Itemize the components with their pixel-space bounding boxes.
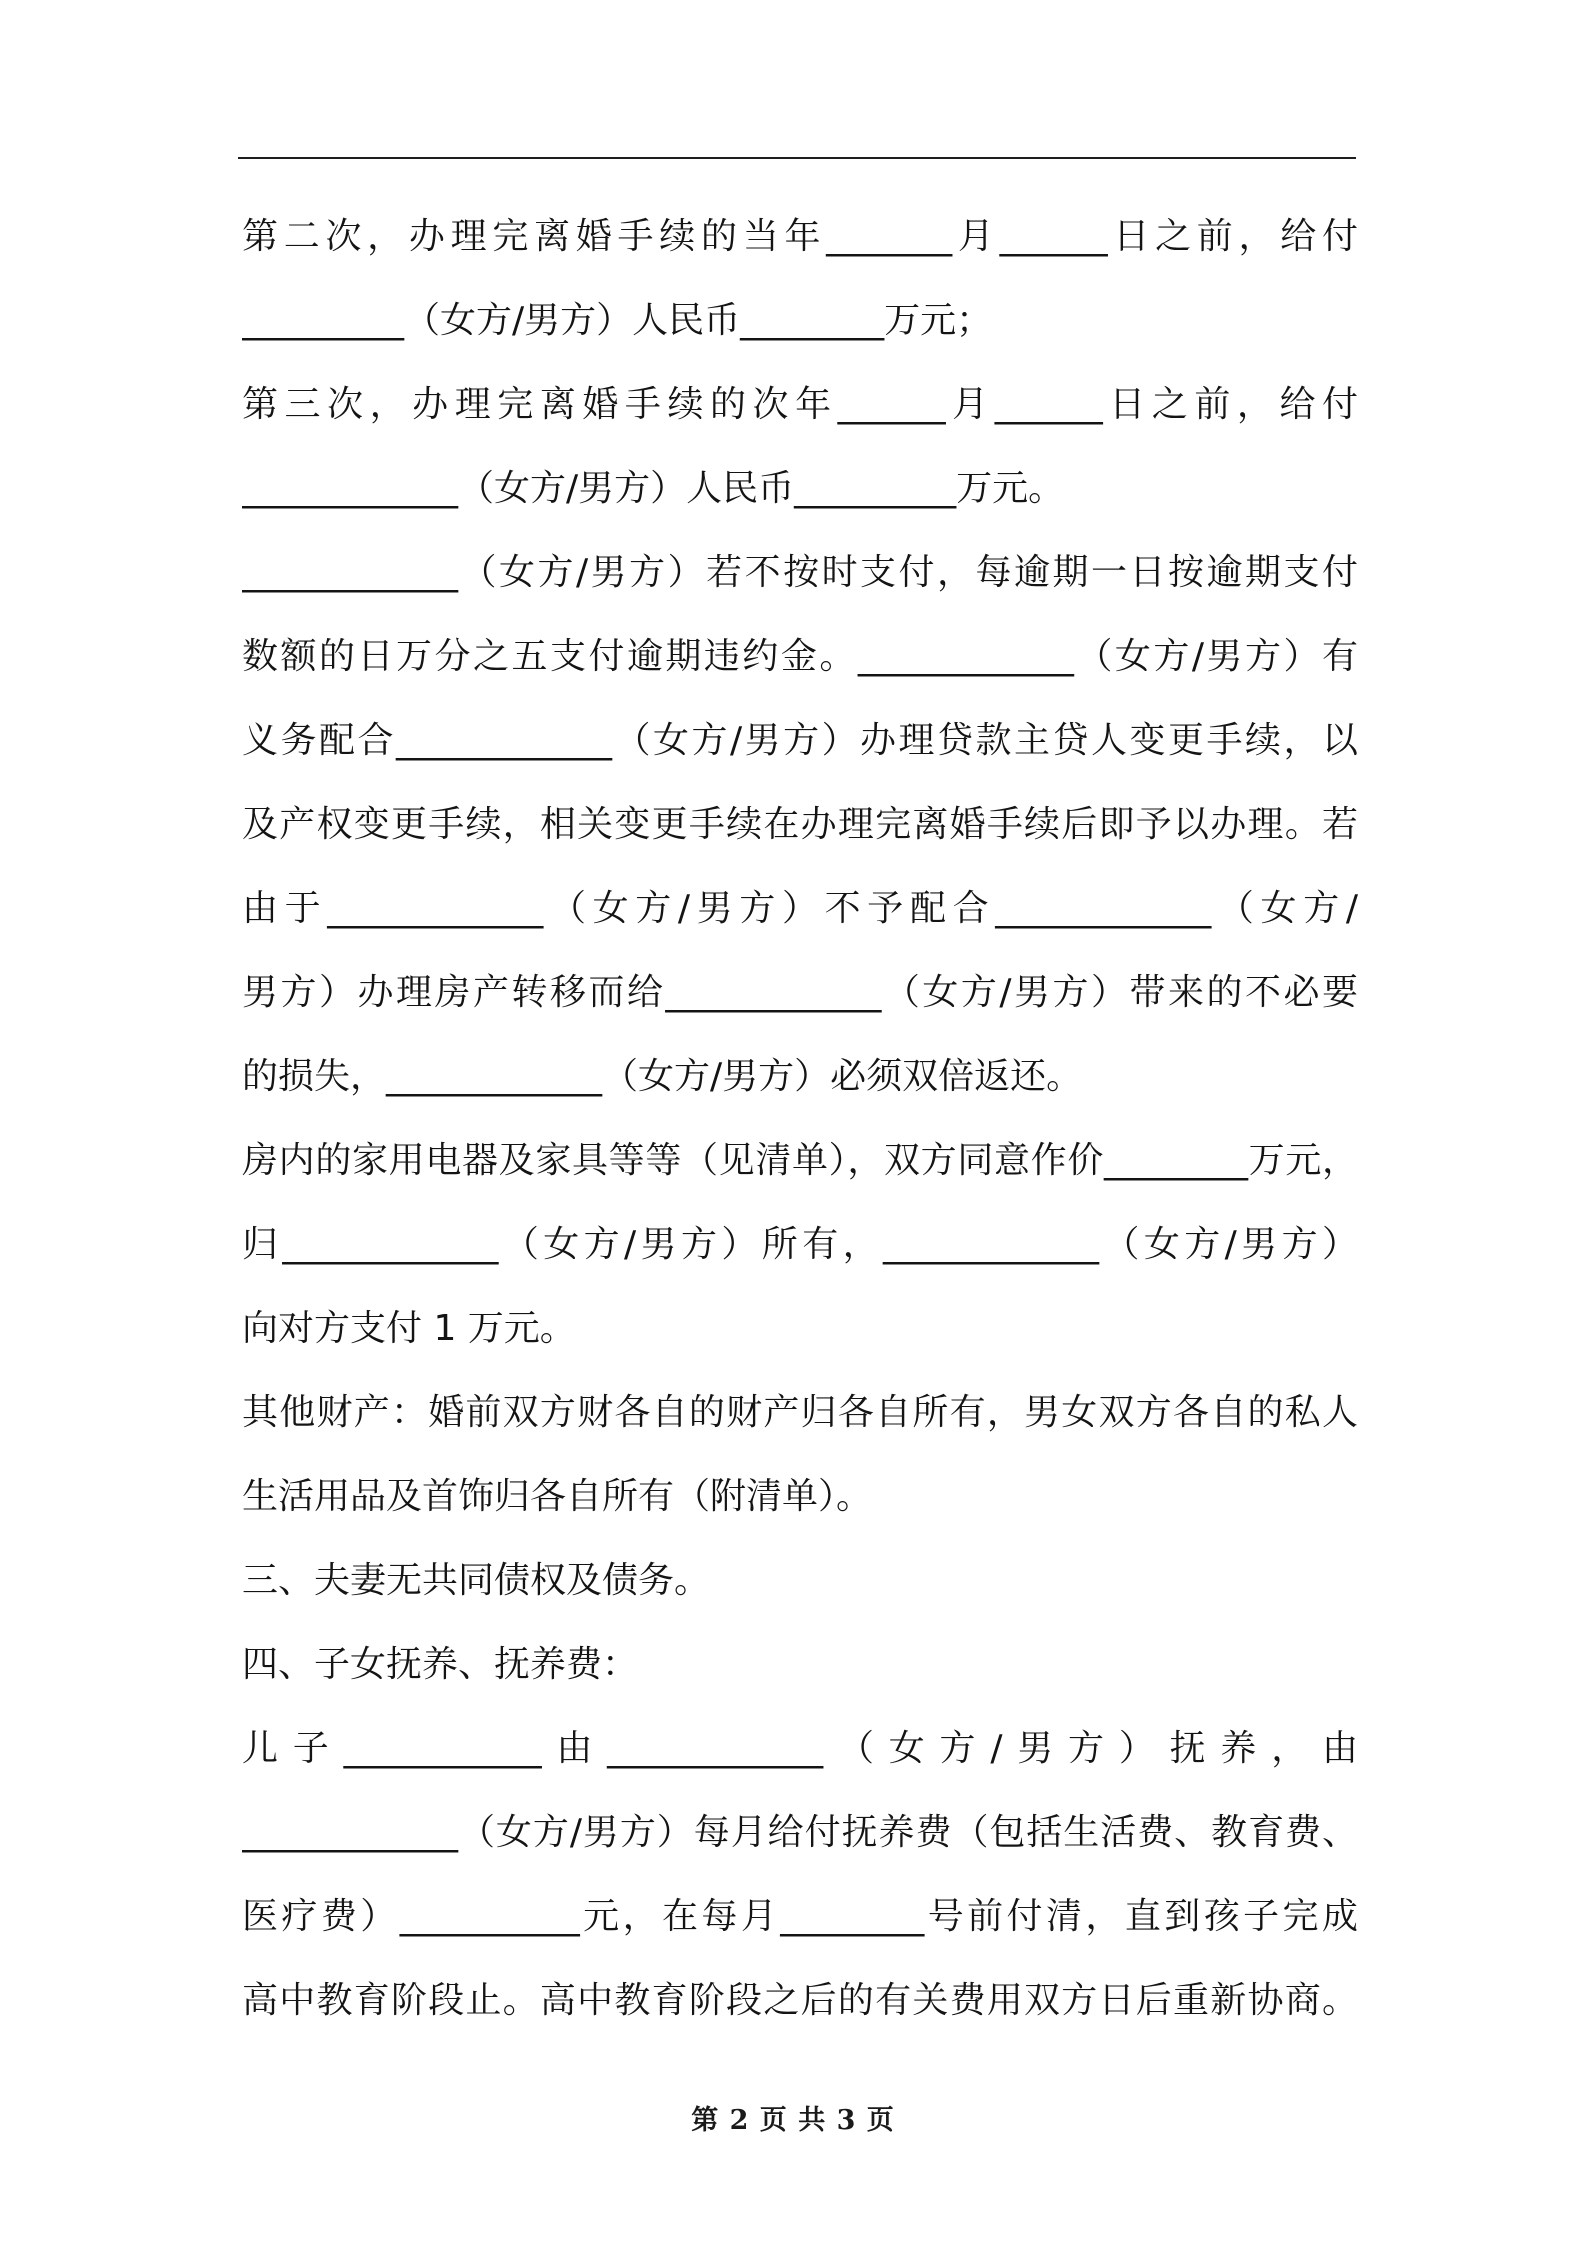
text-line: 的损失，____________（女方/男方）必须双倍返还。: [242, 1056, 1083, 1097]
text-line: 房内的家用电器及家具等等（见清单），双方同意作价________万元，: [242, 1140, 1358, 1181]
text-line: 儿子___________由____________（女方/男方）抚养，由: [242, 1728, 1358, 1769]
text-line: 男方）办理房产转移而给____________（女方/男方）带来的不必要: [242, 972, 1358, 1013]
text-line: ____________（女方/男方）每月给付抚养费（包括生活费、教育费、: [242, 1812, 1358, 1853]
text-line: 其他财产：婚前双方财各自的财产归各自所有，男女双方各自的私人: [242, 1392, 1358, 1433]
text-line: 归____________（女方/男方）所有，____________（女方/男方）: [242, 1224, 1358, 1265]
document-body: [242, 195, 1358, 2043]
text-line: ____________（女方/男方）若不按时支付，每逾期一日按逾期支付: [242, 552, 1358, 593]
text-line: 数额的日万分之五支付逾期违约金。____________（女方/男方）有: [242, 636, 1358, 677]
text-line: 三、夫妻无共同债权及债务。: [242, 1560, 711, 1601]
text-line: 向对方支付 1 万元。: [242, 1308, 576, 1349]
text-line: ____________（女方/男方）人民币_________万元。: [242, 468, 1065, 509]
text-line: 高中教育阶段止。高中教育阶段之后的有关费用双方日后重新协商。: [242, 1980, 1358, 2021]
header-rule: [238, 157, 1356, 159]
text-line: 第三次，办理完离婚手续的次年______月______日之前，给付: [242, 384, 1358, 425]
page-footer: 第 2 页 共 3 页: [691, 2105, 895, 2136]
text-line: 四、子女抚养、抚养费：: [242, 1644, 639, 1685]
text-line: 及产权变更手续，相关变更手续在办理完离婚手续后即予以办理。若: [242, 804, 1358, 845]
text-line: 由于____________（女方/男方）不予配合____________（女方/: [242, 888, 1358, 929]
text-line: 义务配合____________（女方/男方）办理贷款主贷人变更手续，以: [242, 720, 1358, 761]
text-line: 第二次，办理完离婚手续的当年_______月______日之前，给付: [242, 216, 1358, 257]
text-line: 医疗费）__________元，在每月________号前付清，直到孩子完成: [242, 1896, 1358, 1937]
text-line: 生活用品及首饰归各自所有（附清单）。: [242, 1476, 873, 1517]
text-line: _________（女方/男方）人民币________万元；: [242, 300, 993, 341]
